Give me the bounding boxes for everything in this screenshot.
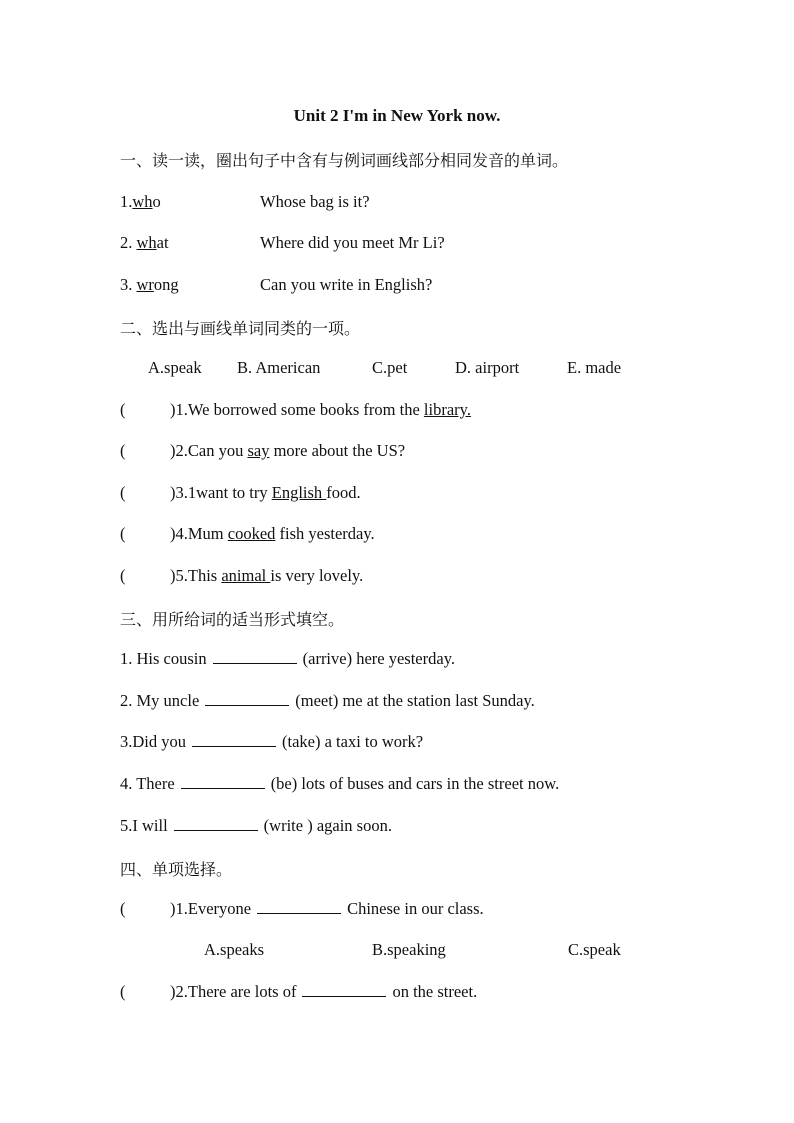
part3-item-3 [120,732,423,752]
part2-option-d: D. airport [455,358,520,377]
section-4-heading: 四、单项选择。 [120,860,233,879]
answer-paren: ( [120,483,126,502]
question-text: )5.This [170,566,222,585]
part3-item-2 [120,691,535,711]
underlined-letters: wh [132,192,153,211]
section-2-heading: 二、选出与画线单词同类的一项。 [120,319,361,338]
part1-item-3 [120,275,179,295]
sentence-end: (write ) again soon. [263,816,392,835]
part1-item-1 [120,192,161,212]
section-1-heading: 一、读一读，圈出句子中含有与例词画线部分相同发音的单词。 [120,151,569,170]
answer-paren: ( [120,899,126,918]
sentence-end: (arrive) here yesterday. [302,649,456,668]
question-text: )2.There are lots of [170,982,297,1001]
item-number: 3. [120,275,137,294]
page-title: Unit 2 I'm in New York now. [293,106,501,125]
word-rest: at [156,233,169,252]
sentence-end: (meet) me at the station last Sunday. [295,691,535,710]
part2-option-e: E. made [567,358,622,377]
part2-item-1 [120,400,471,420]
word-rest: o [152,192,161,211]
answer-paren: ( [120,982,126,1001]
sentence-start: 3.Did you [120,732,186,751]
underlined-word: say [247,441,270,460]
underlined-word: cooked [227,524,276,543]
answer-blank[interactable] [192,732,276,747]
part1-sentence-2: Where did you meet Mr Li? [260,233,445,252]
part2-option-a: A.speak [148,358,202,377]
sentence-end: (take) a taxi to work? [282,732,424,751]
underlined-letters: wr [136,275,154,294]
question-text-end: fish yesterday. [275,524,375,543]
answer-blank[interactable] [205,691,289,706]
answer-blank[interactable] [302,982,386,997]
sentence-start: 5.I will [120,816,168,835]
word-rest: ong [153,275,179,294]
section-3-heading: 三、用所给词的适当形式填空。 [120,610,345,629]
question-text-end: more about the US? [269,441,406,460]
part2-option-b: B. American [237,358,321,377]
part4-item-1 [120,899,484,919]
part1-sentence-3: Can you write in English? [260,275,433,294]
sentence-start: 4. There [120,774,175,793]
answer-paren: ( [120,441,126,460]
part3-item-1 [120,649,455,669]
part2-option-c: C.pet [372,358,408,377]
answer-blank[interactable] [181,774,265,789]
sentence-end: (be) lots of buses and cars in the street now. [270,774,560,793]
part4-option-c: C.speak [568,940,621,959]
part2-item-5 [120,566,363,586]
part4-option-b: B.speaking [372,940,446,959]
answer-blank[interactable] [174,816,258,831]
question-text: )1.Everyone [170,899,252,918]
underlined-word: English [271,483,327,502]
answer-blank[interactable] [213,649,297,664]
part1-sentence-1: Whose bag is it? [260,192,370,211]
part3-item-4 [120,774,559,794]
answer-paren: ( [120,400,126,419]
question-text: )4.Mum [170,524,228,543]
question-text: )1.We borrowed some books from the [170,400,424,419]
answer-paren: ( [120,566,126,585]
question-text: )3.1want to try [170,483,272,502]
part2-item-3 [120,483,361,503]
question-text-end: Chinese in our class. [347,899,484,918]
underlined-word: animal [221,566,271,585]
sentence-start: 1. His cousin [120,649,207,668]
part1-item-2 [120,233,169,253]
question-text: )2.Can you [170,441,248,460]
question-text-end: is very lovely. [270,566,364,585]
question-text-end: food. [326,483,361,502]
item-number: 2. [120,233,137,252]
sentence-start: 2. My uncle [120,691,200,710]
part4-item-2 [120,982,477,1002]
part3-item-5 [120,816,392,836]
answer-blank[interactable] [257,899,341,914]
item-number: 1. [120,192,133,211]
part2-item-2 [120,441,405,461]
underlined-letters: wh [136,233,157,252]
question-text-end: on the street. [392,982,478,1001]
part4-option-a: A.speaks [204,940,265,959]
part2-item-4 [120,524,375,544]
underlined-word: library. [423,400,471,419]
answer-paren: ( [120,524,126,543]
